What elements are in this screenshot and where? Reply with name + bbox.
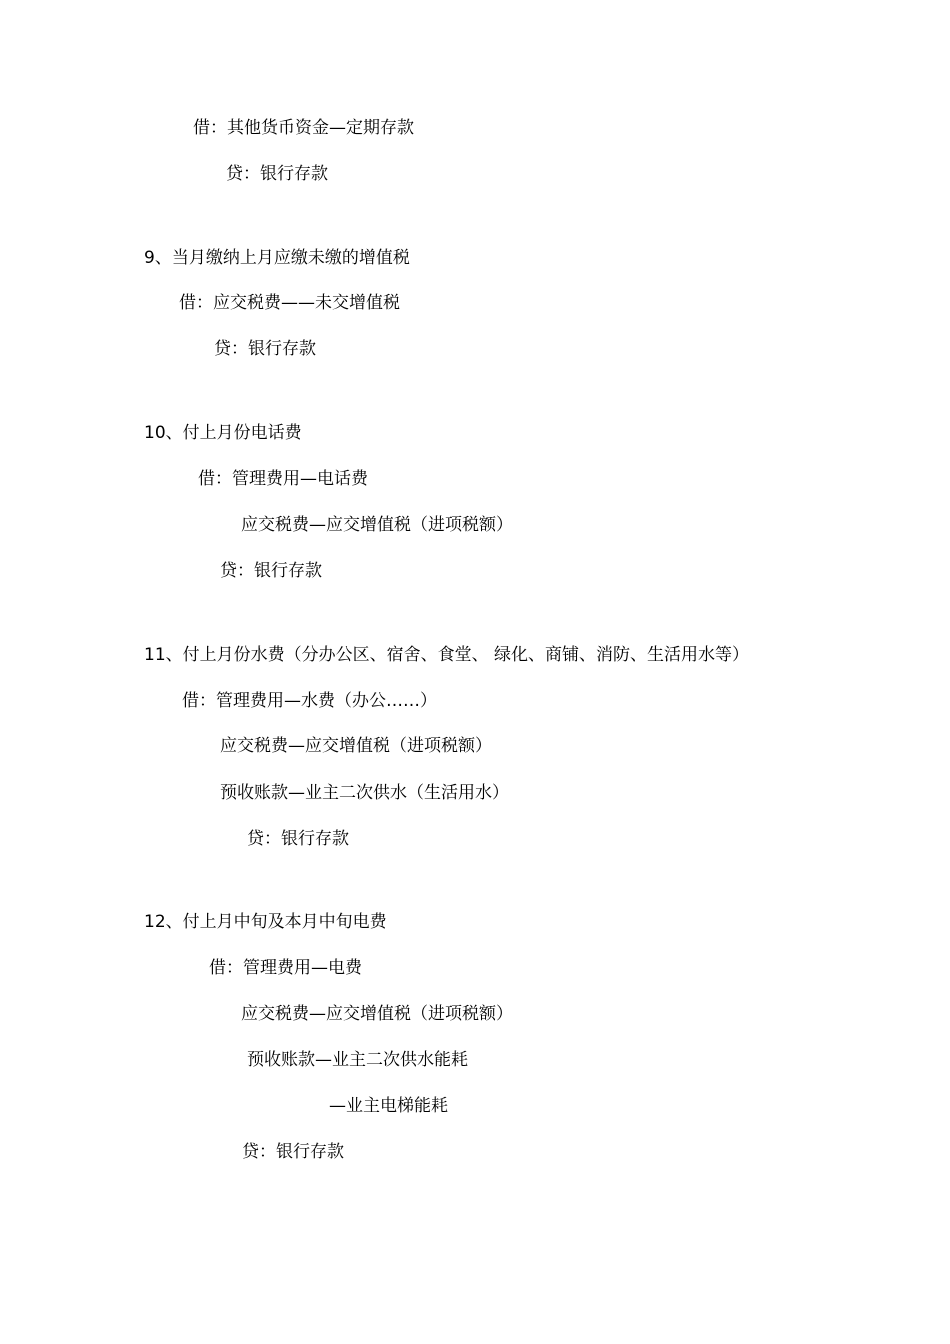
entry-10-credit: 贷：银行存款: [220, 561, 322, 581]
entry-11-debit-2: 应交税费—应交增值税（进项税额）: [220, 736, 492, 756]
entry-10-title: 10、付上月份电话费: [144, 423, 302, 443]
entry-12-credit: 贷：银行存款: [242, 1142, 344, 1162]
entry-11-credit: 贷：银行存款: [247, 829, 349, 849]
entry-9-title: 9、当月缴纳上月应缴未缴的增值税: [144, 248, 410, 268]
entry-11-title: 11、付上月份水费（分办公区、宿舍、食堂、 绿化、商铺、消防、生活用水等）: [144, 645, 750, 665]
entry-12-title: 12、付上月中旬及本月中旬电费: [144, 912, 387, 932]
entry-12-debit: 借：管理费用—电费: [209, 958, 362, 978]
entry-12-debit-3: 预收账款—业主二次供水能耗: [247, 1050, 468, 1070]
entry-9-debit: 借：应交税费——未交增值税: [179, 293, 400, 313]
entry-10-debit-2: 应交税费—应交增值税（进项税额）: [241, 515, 513, 535]
entry-10-debit: 借：管理费用—电话费: [198, 469, 368, 489]
entry-12-debit-4: —业主电梯能耗: [329, 1096, 448, 1116]
entry-11-debit: 借：管理费用—水费（办公……）: [182, 691, 437, 711]
entry-8-credit: 贷：银行存款: [226, 164, 328, 184]
entry-9-credit: 贷：银行存款: [214, 339, 316, 359]
entry-12-debit-2: 应交税费—应交增值税（进项税额）: [241, 1004, 513, 1024]
entry-11-debit-3: 预收账款—业主二次供水（生活用水）: [220, 783, 509, 803]
entry-8-debit: 借：其他货币资金—定期存款: [193, 118, 414, 138]
